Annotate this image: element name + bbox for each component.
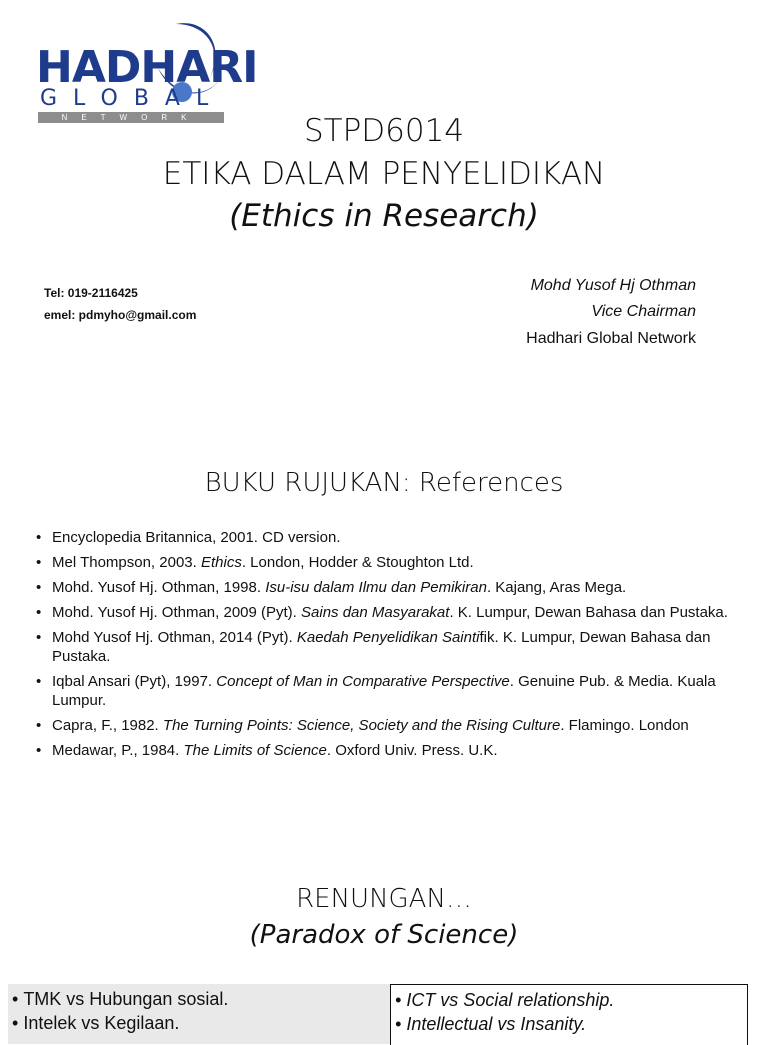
paradox-subtitle: (Paradox of Science) [249, 920, 519, 950]
presenter-name: Mohd Yusof Hj Othman [530, 277, 696, 294]
ref-text: fik. K. Lumpur, Dewan Bahasa dan Pustaka. [52, 629, 711, 665]
reference-item [36, 741, 736, 760]
logo-wordmark: HADHARI [36, 42, 258, 93]
ref-title: The Turning Points: Science, Society and the Rising Culture [162, 717, 561, 734]
paradox-slide [0, 850, 768, 1034]
ref-text: . Oxford Univ. Press. U.K. [326, 742, 498, 759]
title-slide [0, 0, 768, 410]
malay-column [8, 984, 390, 1044]
contact-email: emel: pdmyho@gmail.com [44, 308, 197, 322]
reference-item [36, 672, 736, 710]
ref-title: Sains dan Masyarakat [301, 604, 450, 621]
logo-network-bar: NETWORK [38, 112, 224, 123]
ref-text: Mel Thompson, 2003. [52, 554, 201, 571]
ref-text: Mohd. Yusof Hj. Othman, 2009 (Pyt). [52, 604, 302, 621]
presenter-organization: Hadhari Global Network [526, 330, 696, 347]
english-column [390, 984, 748, 1045]
reference-item [36, 628, 736, 666]
course-title: ETIKA DALAM PENYELIDIKAN [162, 156, 606, 192]
reference-item [36, 603, 736, 622]
hadhari-logo [36, 16, 258, 124]
ref-text: Capra, F., 1982. [52, 717, 163, 734]
ref-title: Kaedah Penyelidikan Sainti [296, 629, 480, 646]
course-code: STPD6014 [303, 113, 465, 149]
ref-text: Iqbal Ansari (Pyt), 1997. [52, 673, 217, 690]
references-heading: BUKU RUJUKAN: References [204, 468, 564, 498]
references-slide [0, 420, 768, 840]
ref-title: The Limits of Science [183, 742, 327, 759]
ref-text: Medawar, P., 1984. [52, 742, 184, 759]
ref-text: Mohd. Yusof Hj. Othman, 1998. [52, 579, 266, 596]
logo-global-text: GLOBAL [40, 86, 225, 111]
reference-item [36, 528, 736, 547]
ref-text: . London, Hodder & Stoughton Ltd. [241, 554, 474, 571]
contact-phone: Tel: 019-2116425 [44, 286, 138, 300]
course-title-english: (Ethics in Research) [229, 198, 539, 234]
reference-item [36, 578, 736, 597]
ref-text: . Flamingo. London [560, 717, 689, 734]
list-item: • Intelek vs Kegilaan. [12, 1011, 390, 1035]
list-item: • Intellectual vs Insanity. [395, 1012, 747, 1036]
ref-text: . Genuine Pub. & Media. Kuala Lumpur. [52, 673, 716, 709]
ref-text: Mohd Yusof Hj. Othman, 2014 (Pyt). [52, 629, 297, 646]
ref-title: Isu-isu dalam Ilmu dan Pemikiran [265, 579, 487, 596]
list-item: • TMK vs Hubungan sosial. [12, 987, 390, 1011]
ref-title: Concept of Man in Comparative Perspective [216, 673, 510, 690]
reference-item [36, 716, 736, 735]
reference-item [36, 553, 736, 572]
paradox-title: RENUNGAN… [296, 884, 472, 914]
ref-title: Ethics [200, 554, 242, 571]
list-item: • ICT vs Social relationship. [395, 988, 747, 1012]
ref-text: . K. Lumpur, Dewan Bahasa dan Pustaka. [449, 604, 728, 621]
ref-text: . Kajang, Aras Mega. [486, 579, 627, 596]
presenter-role: Vice Chairman [591, 303, 696, 320]
references-list [36, 528, 736, 766]
ref-text: Encyclopedia Britannica, 2001. CD version. [52, 529, 341, 546]
